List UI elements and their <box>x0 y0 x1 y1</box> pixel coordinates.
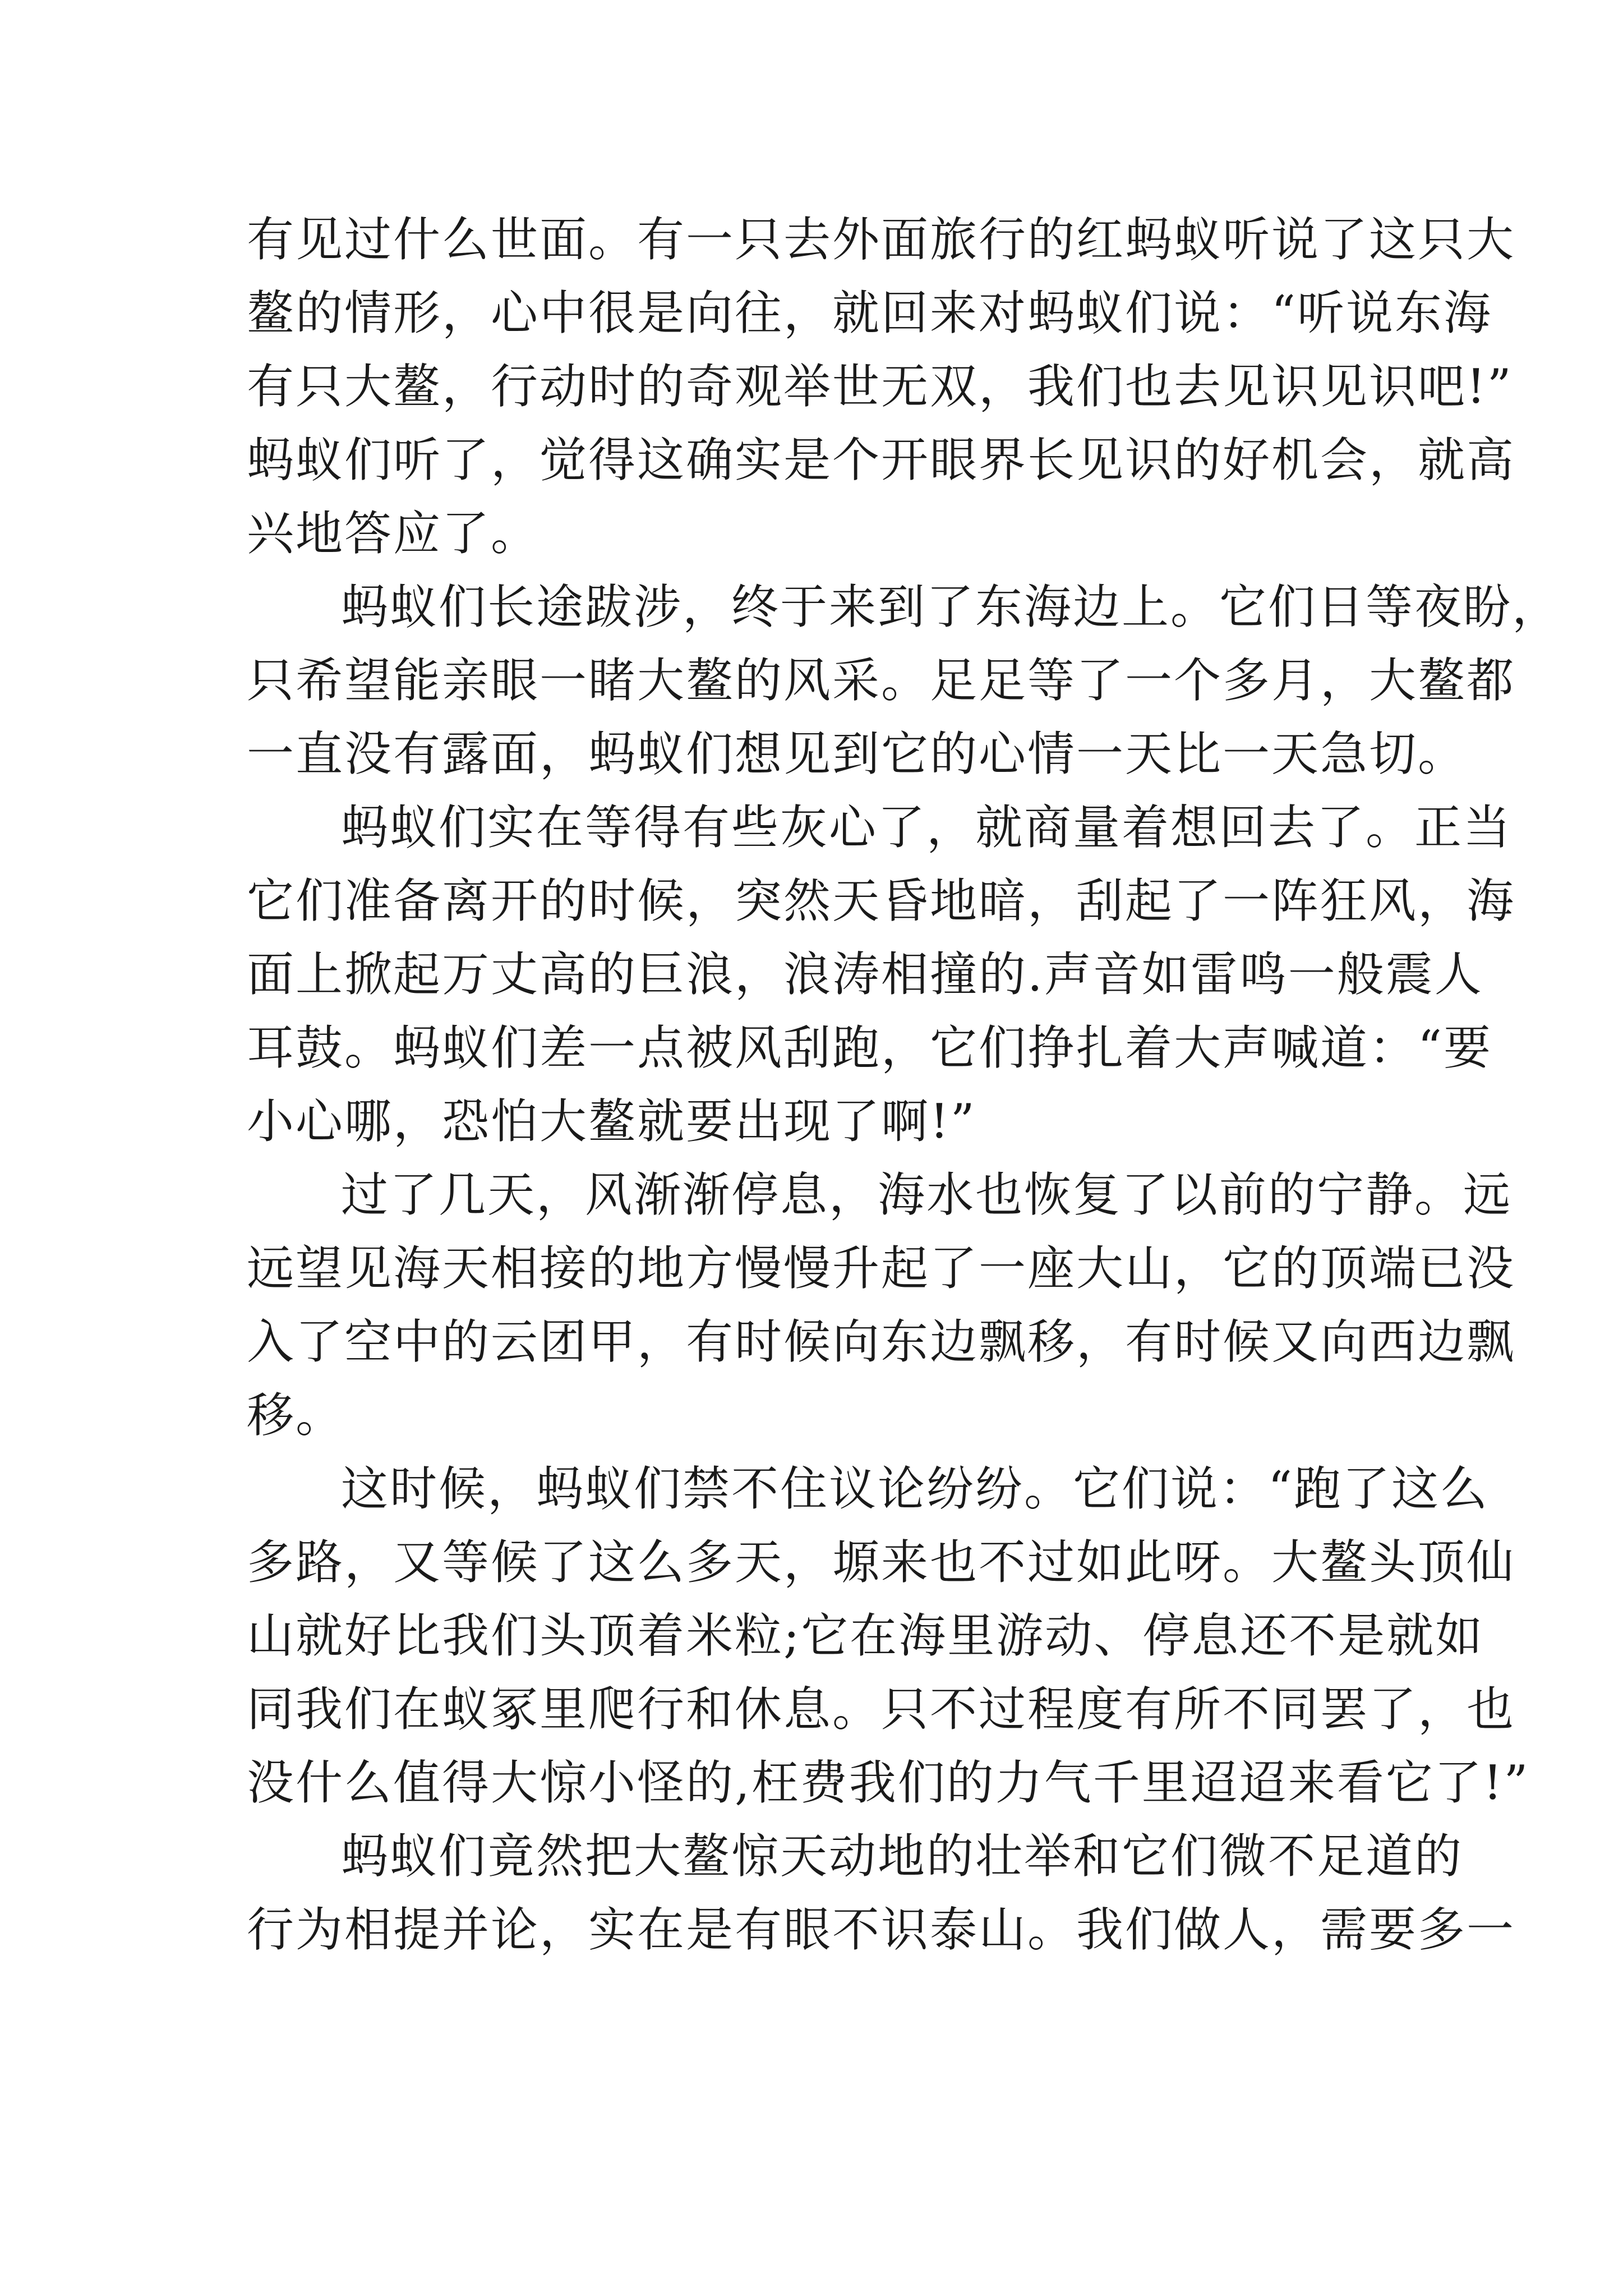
text-line: 耳鼓。蚂蚁们差一点被风刮跑，它们挣扎着大声喊道：“要 <box>247 1020 1492 1075</box>
text-line: 有见过什么世面。有一只去外面旅行的红蚂蚁听说了这只大 <box>247 212 1516 267</box>
text-line: 山就好比我们头顶着米粒;它在海里游动、停息还不是就如 <box>247 1608 1484 1663</box>
text-line: 只希望能亲眼一睹大鳌的风采。足足等了一个多月，大鳌都 <box>247 653 1516 708</box>
text-line: 行为相提并论，实在是有眼不识泰山。我们做人，需要多一 <box>247 1902 1516 1957</box>
text-line: 移。 <box>247 1388 345 1443</box>
document-body <box>247 203 1561 1967</box>
text-line: 没什么值得大惊小怪的,枉费我们的力气千里迢迢来看它了!” <box>247 1755 1530 1810</box>
text-line: 它们准备离开的时候，突然天昏地暗，刮起了一阵狂风，海 <box>247 873 1516 928</box>
text-line: 同我们在蚁冢里爬行和休息。只不过程度有所不同罢了，也 <box>247 1682 1516 1737</box>
text-line: 有只大鳌，行动时的奇观举世无双，我们也去见识见识吧!” <box>247 359 1513 414</box>
text-line: 蚂蚁们听了，觉得这确实是个开眼界长见识的好机会，就高 <box>247 432 1516 487</box>
text-line: 多路，又等候了这么多天，塬来也不过如此呀。大鳌头顶仙 <box>247 1535 1516 1590</box>
paragraph-first-line: 这时候，蚂蚁们禁不住议论纷纷。它们说：“跑了这么 <box>341 1461 1489 1516</box>
text-line: 小心哪，恐怕大鳌就要出现了啊!” <box>247 1094 976 1149</box>
paragraph-first-line: 蚂蚁们长途跋涉，终于来到了东海边上。它们日等夜盼， <box>341 579 1561 634</box>
text-line: 鳌的情形，心中很是向往，就回来对蚂蚁们说：“听说东海 <box>247 286 1492 341</box>
text-line: 面上掀起万丈高的巨浪，浪涛相撞的.声音如雷鸣一般震人 <box>247 947 1483 1002</box>
paragraph-first-line: 蚂蚁们实在等得有些灰心了，就商量着想回去了。正当 <box>341 800 1513 855</box>
text-line: 一直没有露面，蚂蚁们想见到它的心情一天比一天急切。 <box>247 726 1467 781</box>
text-line: 兴地答应了。 <box>247 506 540 561</box>
paragraph-first-line: 过了几天，风渐渐停息，海水也恢复了以前的宁静。远 <box>341 1167 1513 1222</box>
text-line: 远望见海天相接的地方慢慢升起了一座大山，它的顶端已没 <box>247 1241 1516 1296</box>
text-line: 入了空中的云团甲，有时候向东边飘移，有时候又向西边飘 <box>247 1314 1516 1369</box>
paragraph-first-line: 蚂蚁们竟然把大鳌惊天动地的壮举和它们微不足道的 <box>341 1829 1464 1884</box>
